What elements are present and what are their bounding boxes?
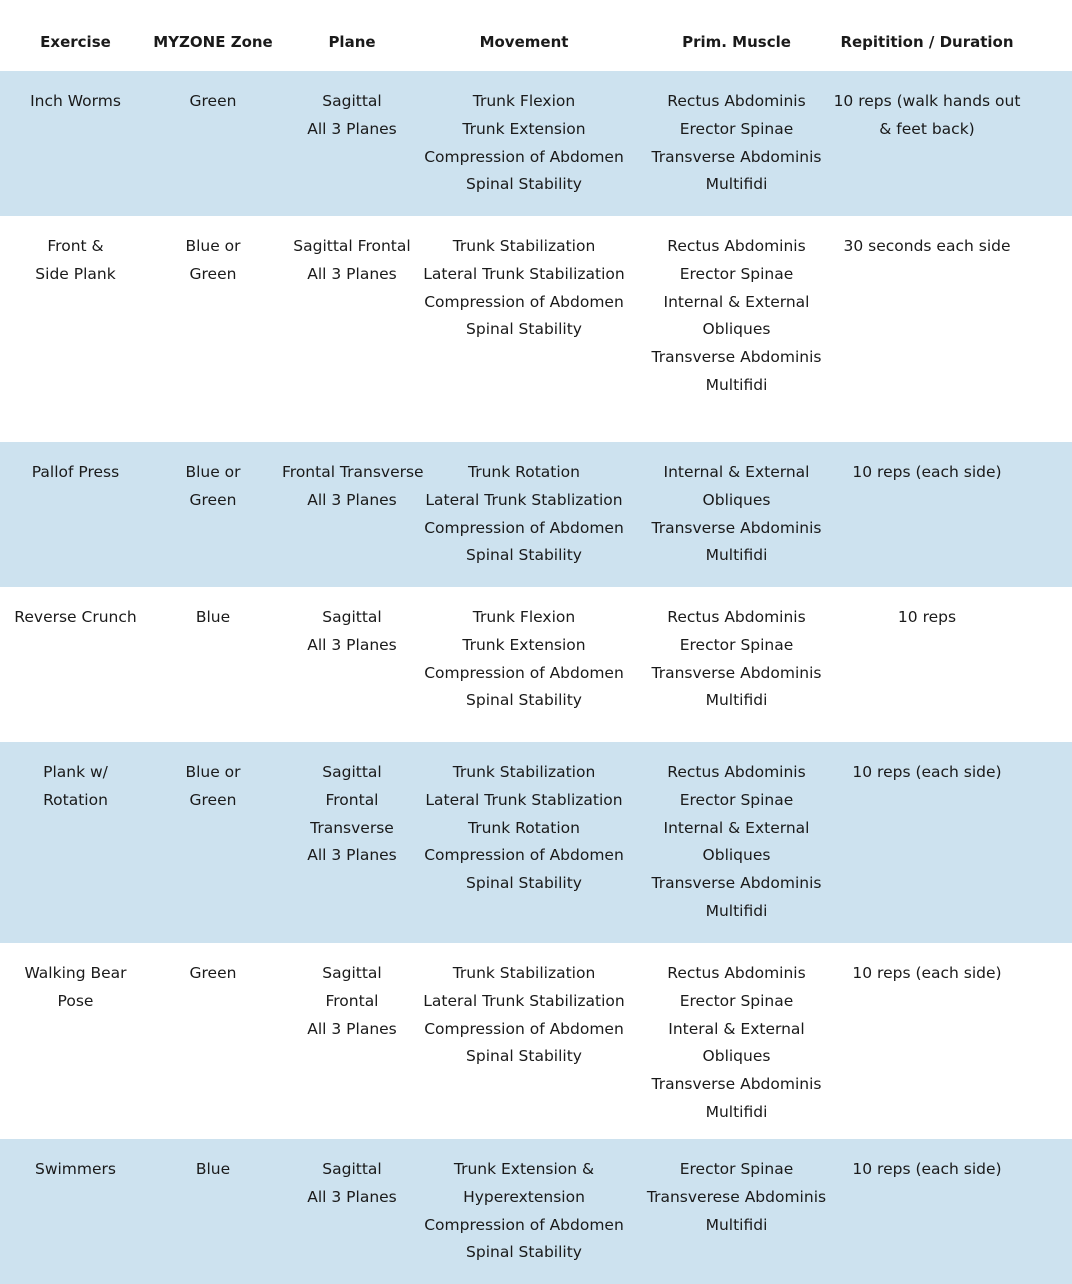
exercise-cell <box>0 587 151 632</box>
table-row <box>0 587 1072 742</box>
movement-cell-line: Spinal Stability <box>466 175 582 194</box>
muscle-cell-line: Multifidi <box>705 546 768 565</box>
movement-cell <box>422 216 626 344</box>
zone-cell-line: Green <box>189 964 237 982</box>
zone-cell <box>151 943 275 988</box>
zone-cell-line: Blue or <box>185 763 241 781</box>
muscle-cell-line: Transverse Abdominis <box>651 663 822 682</box>
exercise-cell-line: Reverse Crunch <box>14 608 137 626</box>
muscle-cell <box>640 1139 833 1239</box>
muscle-cell-line: Transverse Abdominis <box>651 874 822 893</box>
muscle-cell <box>640 216 833 400</box>
muscle-cell-line: Erector Spinae <box>679 264 794 283</box>
plane-cell <box>282 742 422 870</box>
muscle-cell-line: Erector Spinae <box>679 119 794 138</box>
reps-cell-line: 10 reps (each side) <box>852 763 1002 781</box>
movement-cell-line: Spinal Stability <box>466 1047 582 1066</box>
muscle-cell-line: Obliques <box>702 846 771 865</box>
movement-cell-line: Trunk Flexion <box>472 608 576 626</box>
exercise-cell-line: Front & <box>47 237 104 255</box>
reps-cell-line: 10 reps (each side) <box>852 1160 1002 1178</box>
movement-cell-line: Lateral Trunk Stablization <box>425 490 623 509</box>
plane-cell-line: Frontal Transverse <box>282 463 424 481</box>
zone-cell-line: Green <box>189 790 237 809</box>
movement-cell-line: Spinal Stability <box>466 320 582 339</box>
movement-cell-line: Compression of Abdomen <box>424 1215 624 1234</box>
exercise-cell-line: Swimmers <box>34 1160 116 1178</box>
movement-cell-line: Lateral Trunk Stabilization <box>423 991 625 1010</box>
muscle-cell-line: Interal & External <box>668 1019 805 1038</box>
reps-cell <box>833 742 1021 787</box>
movement-cell-line: Trunk Extension & <box>453 1160 595 1178</box>
reps-cell-line: 10 reps <box>897 608 957 626</box>
exercise-cell <box>0 71 151 116</box>
movement-cell-line: Compression of Abdomen <box>424 292 624 311</box>
table-row <box>0 216 1072 442</box>
movement-cell-line: Compression of Abdomen <box>424 518 624 537</box>
plane-cell-line: All 3 Planes <box>307 264 397 283</box>
movement-cell-line: Compression of Abdomen <box>424 147 624 166</box>
plane-cell <box>282 216 422 289</box>
exercise-cell <box>0 742 151 815</box>
movement-cell-line: Trunk Extension <box>462 119 586 138</box>
exercise-cell-line: Inch Worms <box>30 92 121 110</box>
zone-cell <box>151 1139 275 1184</box>
plane-cell-line: Transverse <box>310 818 394 837</box>
zone-cell <box>151 216 275 289</box>
movement-cell-line: Spinal Stability <box>466 874 582 893</box>
muscle-cell-line: Internal & External <box>663 818 810 837</box>
movement-cell <box>422 442 626 570</box>
table-row <box>0 442 1072 587</box>
movement-cell-line: Lateral Trunk Stablization <box>425 790 623 809</box>
zone-cell-line: Blue or <box>185 463 241 481</box>
muscle-cell <box>640 742 833 926</box>
muscle-cell-line: Obliques <box>702 490 771 509</box>
exercise-cell-line: Plank w/ <box>43 763 108 781</box>
zone-cell <box>151 442 275 515</box>
reps-cell-line: 10 reps (each side) <box>852 964 1002 982</box>
plane-cell-line: Sagittal <box>322 92 382 110</box>
muscle-cell-line: Obliques <box>702 1047 771 1066</box>
movement-cell-line: Compression of Abdomen <box>424 1019 624 1038</box>
movement-cell-line: Lateral Trunk Stabilization <box>423 264 625 283</box>
movement-cell-line: Trunk Stabilization <box>452 237 596 255</box>
reps-cell <box>833 1139 1021 1184</box>
plane-cell <box>282 1139 422 1212</box>
muscle-cell-line: Rectus Abdominis <box>667 92 806 110</box>
plane-cell-line: All 3 Planes <box>307 635 397 654</box>
movement-cell <box>422 1139 626 1267</box>
table-row <box>0 943 1072 1139</box>
exercise-cell <box>0 216 151 289</box>
muscle-cell-line: Erector Spinae <box>679 1160 794 1178</box>
muscle-cell-line: Rectus Abdominis <box>667 964 806 982</box>
plane-cell-line: All 3 Planes <box>307 1187 397 1206</box>
plane-cell-line: All 3 Planes <box>307 119 397 138</box>
muscle-cell-line: Transverse Abdominis <box>651 348 822 367</box>
movement-cell-line: Trunk Rotation <box>468 818 580 837</box>
muscle-cell-line: Rectus Abdominis <box>667 763 806 781</box>
muscle-cell-line: Multifidi <box>705 375 768 394</box>
reps-cell <box>833 442 1021 487</box>
header-exercise: Exercise <box>40 33 111 51</box>
movement-cell-line: Hyperextension <box>463 1187 585 1206</box>
reps-cell-line: 10 reps (each side) <box>852 463 1002 481</box>
table-row <box>0 742 1072 943</box>
muscle-cell-line: Erector Spinae <box>679 991 794 1010</box>
reps-cell-line: 30 seconds each side <box>843 237 1011 255</box>
plane-cell-line: Sagittal <box>322 608 382 626</box>
header-plane: Plane <box>328 33 376 51</box>
plane-cell-line: All 3 Planes <box>307 846 397 865</box>
exercise-cell <box>0 943 151 1016</box>
header-primary-muscle: Prim. Muscle <box>682 33 791 51</box>
muscle-cell <box>640 943 833 1127</box>
zone-cell-line: Green <box>189 92 237 110</box>
movement-cell <box>422 71 626 199</box>
exercise-cell <box>0 1139 151 1184</box>
muscle-cell-line: Transverse Abdominis <box>651 518 822 537</box>
table-row <box>0 1139 1072 1284</box>
muscle-cell-line: Transverese Abdominis <box>646 1187 827 1206</box>
muscle-cell-line: Multifidi <box>705 1215 768 1234</box>
muscle-cell-line: Rectus Abdominis <box>667 237 806 255</box>
plane-cell <box>282 587 422 660</box>
muscle-cell-line: Erector Spinae <box>679 635 794 654</box>
zone-cell-line: Blue <box>195 1160 231 1178</box>
muscle-cell-line: Internal & External <box>663 463 810 481</box>
plane-cell <box>282 943 422 1043</box>
muscle-cell <box>640 71 833 199</box>
header-myzone-zone: MYZONE Zone <box>153 33 273 51</box>
plane-cell-line: Frontal <box>325 790 379 809</box>
zone-cell <box>151 587 275 632</box>
plane-cell-line: Sagittal <box>322 1160 382 1178</box>
exercise-cell-line: Side Plank <box>35 264 116 283</box>
movement-cell <box>422 943 626 1071</box>
exercise-cell-line: Walking Bear <box>24 964 127 982</box>
table-row <box>0 71 1072 216</box>
movement-cell-line: Trunk Stabilization <box>452 964 596 982</box>
header-repetition-duration: Repitition / Duration <box>840 33 1014 51</box>
plane-cell-line: Sagittal Frontal <box>293 237 411 255</box>
reps-cell-line: 10 reps (walk hands out <box>833 92 1021 110</box>
movement-cell-line: Spinal Stability <box>466 1243 582 1262</box>
zone-cell-line: Green <box>189 264 237 283</box>
muscle-cell-line: Multifidi <box>705 691 768 710</box>
zone-cell <box>151 742 275 815</box>
plane-cell-line: All 3 Planes <box>307 490 397 509</box>
header-movement: Movement <box>479 33 569 51</box>
plane-cell-line: Frontal <box>325 991 379 1010</box>
exercise-cell-line: Pose <box>57 991 94 1010</box>
movement-cell-line: Trunk Extension <box>462 635 586 654</box>
exercise-cell <box>0 442 151 487</box>
reps-cell <box>833 943 1021 988</box>
muscle-cell <box>640 587 833 715</box>
muscle-cell-line: Transverse Abdominis <box>651 147 822 166</box>
table-header <box>0 0 1072 71</box>
muscle-cell-line: Multifidi <box>705 901 768 920</box>
reps-cell-line: & feet back) <box>879 119 975 138</box>
movement-cell-line: Trunk Flexion <box>472 92 576 110</box>
plane-cell-line: All 3 Planes <box>307 1019 397 1038</box>
muscle-cell-line: Multifidi <box>705 175 768 194</box>
plane-cell-line: Sagittal <box>322 763 382 781</box>
muscle-cell-line: Transverse Abdominis <box>651 1075 822 1094</box>
muscle-cell-line: Rectus Abdominis <box>667 608 806 626</box>
muscle-cell-line: Erector Spinae <box>679 790 794 809</box>
movement-cell-line: Trunk Stabilization <box>452 763 596 781</box>
muscle-cell <box>640 442 833 570</box>
plane-cell <box>282 71 422 144</box>
reps-cell <box>833 71 1021 144</box>
muscle-cell-line: Obliques <box>702 320 771 339</box>
zone-cell-line: Blue <box>195 608 231 626</box>
exercise-cell-line: Pallof Press <box>31 463 120 481</box>
reps-cell <box>833 587 1021 632</box>
zone-cell-line: Blue or <box>185 237 241 255</box>
plane-cell-line: Sagittal <box>322 964 382 982</box>
movement-cell-line: Compression of Abdomen <box>424 663 624 682</box>
movement-cell-line: Spinal Stability <box>466 546 582 565</box>
exercise-cell-line: Rotation <box>43 790 108 809</box>
muscle-cell-line: Multifidi <box>705 1102 768 1121</box>
zone-cell <box>151 71 275 116</box>
zone-cell-line: Green <box>189 490 237 509</box>
movement-cell-line: Trunk Rotation <box>468 463 580 481</box>
movement-cell <box>422 742 626 898</box>
movement-cell <box>422 587 626 715</box>
reps-cell <box>833 216 1021 261</box>
movement-cell-line: Spinal Stability <box>466 691 582 710</box>
plane-cell <box>282 442 422 515</box>
muscle-cell-line: Internal & External <box>663 292 810 311</box>
movement-cell-line: Compression of Abdomen <box>424 846 624 865</box>
